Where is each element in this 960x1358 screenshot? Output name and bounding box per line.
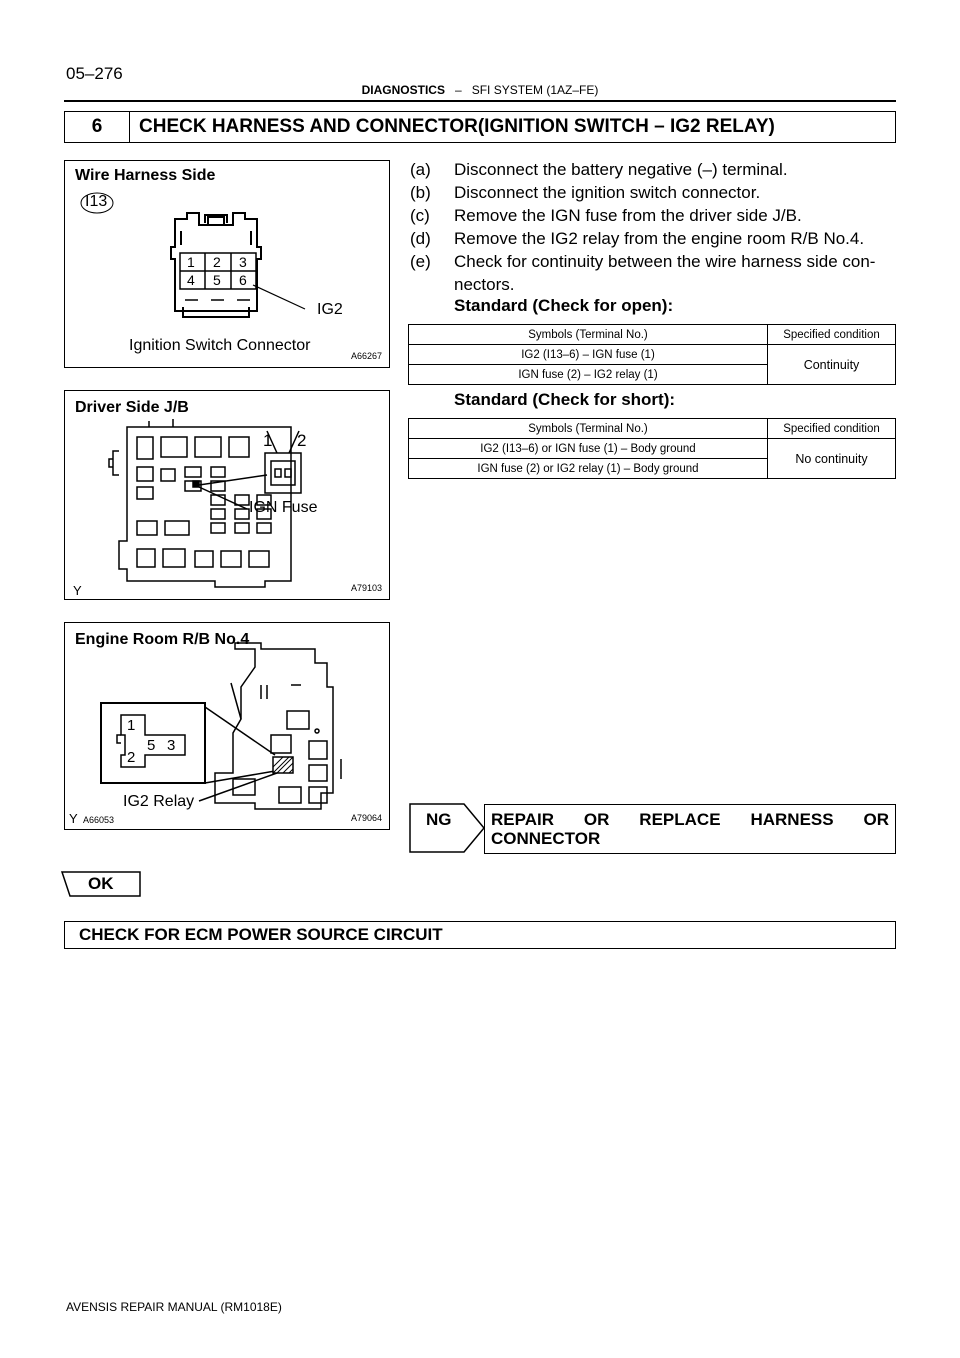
table-header-cell: Symbols (Terminal No.) xyxy=(409,419,768,439)
standard-short-table xyxy=(408,418,896,479)
pin-3: 3 xyxy=(239,254,247,270)
terminal-1-label: 1 xyxy=(263,431,273,450)
relay-pin-3: 3 xyxy=(167,737,176,754)
standard-open-title: Standard (Check for open): xyxy=(454,296,674,315)
ign-fuse-callout: IGN Fuse xyxy=(249,499,318,516)
figure-title: Engine Room R/B No.4 xyxy=(75,631,250,648)
instruction-text: Disconnect the ignition switch connector. xyxy=(454,183,761,202)
page-number: 05–276 xyxy=(66,64,123,83)
step-number: 6 xyxy=(65,112,130,142)
step-title: CHECK HARNESS AND CONNECTOR(IGNITION SWITCH – IG2 RELAY) xyxy=(139,116,775,137)
figure-title: Driver Side J/B xyxy=(75,399,189,416)
instruction-text: Remove the IGN fuse from the driver side J/B. xyxy=(454,206,802,225)
instruction-list xyxy=(410,158,875,296)
next-step-text: CHECK FOR ECM POWER SOURCE CIRCUIT xyxy=(79,925,443,944)
running-header xyxy=(0,83,960,97)
table-header-cell: Specified condition xyxy=(768,325,896,345)
pin-2: 2 xyxy=(213,254,221,270)
instruction-label: (d) xyxy=(410,229,431,248)
table-cell-condition: Continuity xyxy=(768,345,896,385)
table-row xyxy=(409,439,896,459)
pin-6: 6 xyxy=(239,272,247,288)
instruction-text: Remove the IG2 relay from the engine room R/B No.4. xyxy=(454,229,865,248)
terminal-2-label: 2 xyxy=(297,431,307,450)
figure-caption: Ignition Switch Connector xyxy=(129,337,311,354)
instruction-item xyxy=(410,250,875,273)
front-mark: Y xyxy=(73,583,82,598)
figure-driver-side-jb xyxy=(64,390,390,600)
step-heading xyxy=(64,111,896,143)
table-header-cell: Symbols (Terminal No.) xyxy=(409,325,768,345)
section-title: DIAGNOSTICS xyxy=(361,83,445,97)
table-cell: IGN fuse (2) or IG2 relay (1) – Body ground xyxy=(409,459,768,479)
ng-action-box xyxy=(484,804,896,854)
relay-pin-1: 1 xyxy=(127,717,136,734)
front-mark: Y xyxy=(69,811,78,826)
instruction-item xyxy=(410,273,875,296)
instruction-text: Disconnect the battery negative (–) terminal. xyxy=(454,160,788,179)
footer: AVENSIS REPAIR MANUAL (RM1018E) xyxy=(66,1300,282,1314)
table-header-row xyxy=(409,325,896,345)
ng-action-line2: CONNECTOR xyxy=(491,829,601,848)
relay-pin-2: 2 xyxy=(127,749,136,766)
instruction-label: (c) xyxy=(410,206,430,225)
subsection-title: SFI SYSTEM (1AZ–FE) xyxy=(471,83,599,97)
instruction-label: (e) xyxy=(410,252,431,271)
header-rule xyxy=(64,100,896,102)
ok-label: OK xyxy=(88,874,114,893)
figure-code: A66267 xyxy=(351,351,383,361)
ng-action-line1: REPAIR OR REPLACE HARNESS OR xyxy=(491,810,889,829)
table-row xyxy=(409,345,896,365)
instruction-text: Check for continuity between the wire harness side con- xyxy=(454,252,876,271)
jb-drawing xyxy=(65,391,389,599)
figure-code: A79103 xyxy=(351,583,383,593)
figure-ignition-switch-connector xyxy=(64,160,390,368)
table-header-row xyxy=(409,419,896,439)
instruction-item xyxy=(410,158,875,181)
header-separator: – xyxy=(454,83,462,97)
figure-code-left: A66053 xyxy=(83,815,115,825)
ig2-callout: IG2 xyxy=(317,301,343,318)
instruction-label: (a) xyxy=(410,160,431,179)
table-cell: IG2 (I13–6) or IGN fuse (1) – Body ground xyxy=(409,439,768,459)
table-cell: IG2 (I13–6) – IGN fuse (1) xyxy=(409,345,768,365)
rb-drawing xyxy=(65,623,389,829)
instruction-item xyxy=(410,204,875,227)
standard-short-title: Standard (Check for short): xyxy=(454,390,676,409)
instruction-continuation: nectors. xyxy=(454,275,515,294)
pin-5: 5 xyxy=(213,272,221,288)
next-step-box xyxy=(64,921,896,949)
instruction-item xyxy=(410,181,875,204)
pin-4: 4 xyxy=(187,272,195,288)
pin-1: 1 xyxy=(187,254,195,270)
table-cell: IGN fuse (2) – IG2 relay (1) xyxy=(409,365,768,385)
table-cell-condition: No continuity xyxy=(768,439,896,479)
standard-open-table xyxy=(408,324,896,385)
ng-label: NG xyxy=(426,810,452,829)
figure-engine-room-rb xyxy=(64,622,390,830)
instruction-item xyxy=(410,227,875,250)
figure-title: Wire Harness Side xyxy=(75,167,216,184)
instruction-label: (b) xyxy=(410,183,431,202)
ig2-relay-callout: IG2 Relay xyxy=(123,793,195,810)
connector-id: I13 xyxy=(85,193,108,210)
relay-pin-5: 5 xyxy=(147,737,156,754)
table-header-cell: Specified condition xyxy=(768,419,896,439)
figure-code: A79064 xyxy=(351,813,383,823)
